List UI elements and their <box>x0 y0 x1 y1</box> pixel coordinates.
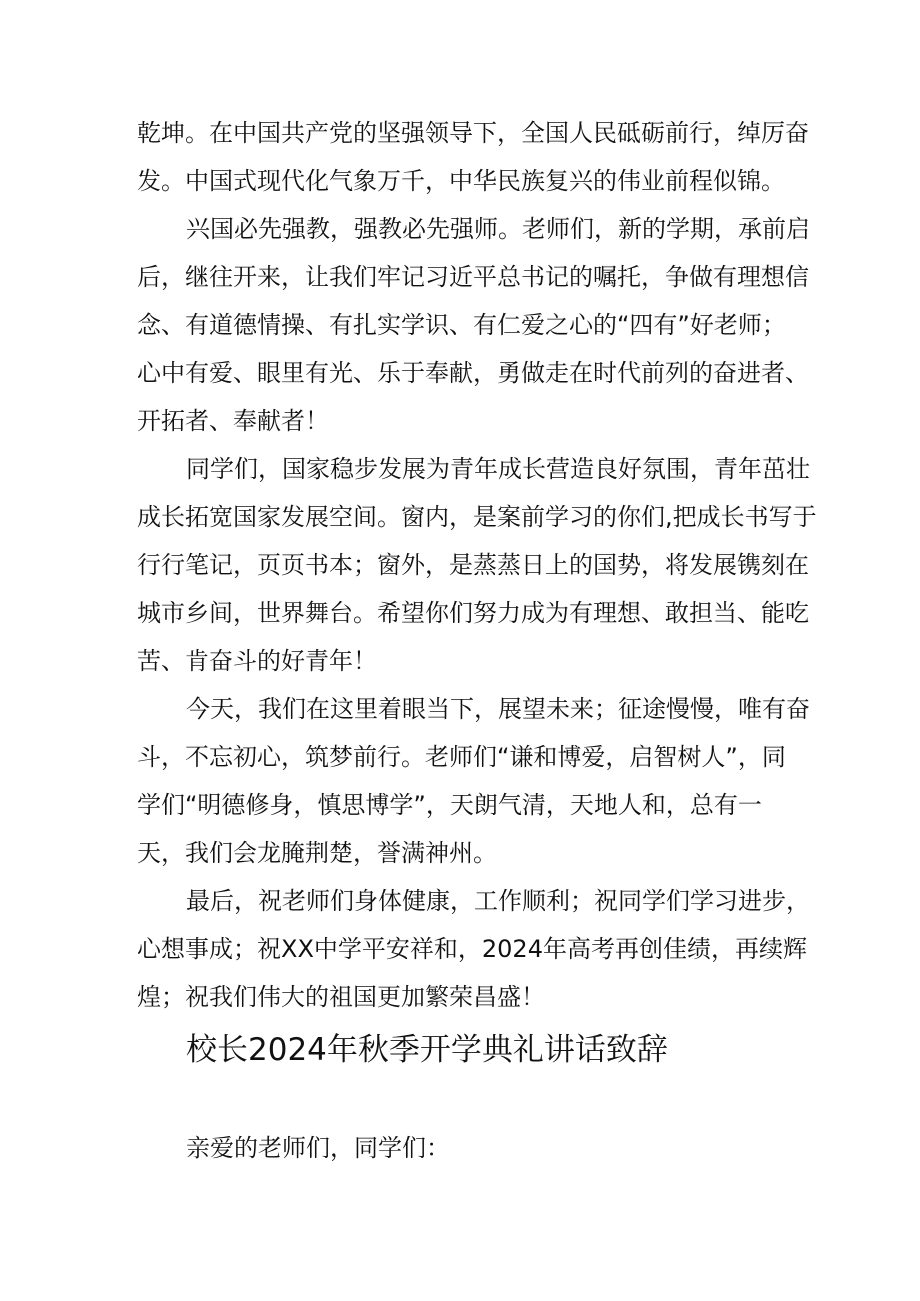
paragraph-5-line-1: 最后，祝老师们身体健康，工作顺利；祝同学们学习进步， <box>186 887 810 915</box>
paragraph-5-line-2: 心想事成；祝XX中学平安祥和，2024年高考再创佳绩，再续辉 <box>137 935 807 963</box>
paragraph-4-line-4: 天，我们会龙腌荆楚，誉满神州。 <box>137 839 497 867</box>
paragraph-2-line-3: 念、有道德情操、有扎实学识、有仁爱之心的“四有”好老师； <box>137 311 786 339</box>
paragraph-3-line-3: 行行笔记，页页书本；窗外，是蒸蒸日上的国势，将发展镌刻在 <box>137 551 809 579</box>
paragraph-3-line-4: 城市乡间，世界舞台。希望你们努力成为有理想、敢担当、能吃 <box>137 599 809 627</box>
paragraph-3-line-2: 成长拓宽国家发展空间。窗内，是案前学习的你们,把成长书写于 <box>137 503 817 531</box>
paragraph-4-line-2: 斗，不忘初心，筑梦前行。老师们“谦和博爱，启智树人”，同 <box>137 743 786 771</box>
paragraph-2-line-1: 兴国必先强教，强教必先强师。老师们，新的学期，承前启 <box>186 215 810 243</box>
speech-greeting: 亲爱的老师们，同学们： <box>186 1134 450 1162</box>
paragraph-4-line-1: 今天，我们在这里着眼当下，展望未来；征途慢慢，唯有奋 <box>186 695 810 723</box>
paragraph-3-line-5: 苦、肯奋斗的好青年！ <box>137 647 377 675</box>
paragraph-3-line-1: 同学们，国家稳步发展为青年成长营造良好氛围，青年茁壮 <box>186 455 810 483</box>
speech-title: 校长2024年秋季开学典礼讲话致辞 <box>186 1032 668 1068</box>
paragraph-1-line-1: 乾坤。在中国共产党的坚强领导下，全国人民砥砺前行，绰厉奋 <box>137 119 809 147</box>
paragraph-2-line-4: 心中有爱、眼里有光、乐于奉献，勇做走在时代前列的奋进者、 <box>137 359 809 387</box>
paragraph-2-line-5: 开拓者、奉献者！ <box>137 407 329 435</box>
paragraph-5-line-3: 煌；祝我们伟大的祖国更加繁荣昌盛！ <box>137 983 545 1011</box>
paragraph-2-line-2: 后，继往开来，让我们牢记习近平总书记的嘱托，争做有理想信 <box>137 263 809 291</box>
paragraph-1-line-2: 发。中国式现代化气象万千，中华民族复兴的伟业前程似锦。 <box>137 167 785 195</box>
paragraph-4-line-3: 学们“明德修身，慎思博学”，天朗气清，天地人和，总有一 <box>137 791 762 819</box>
